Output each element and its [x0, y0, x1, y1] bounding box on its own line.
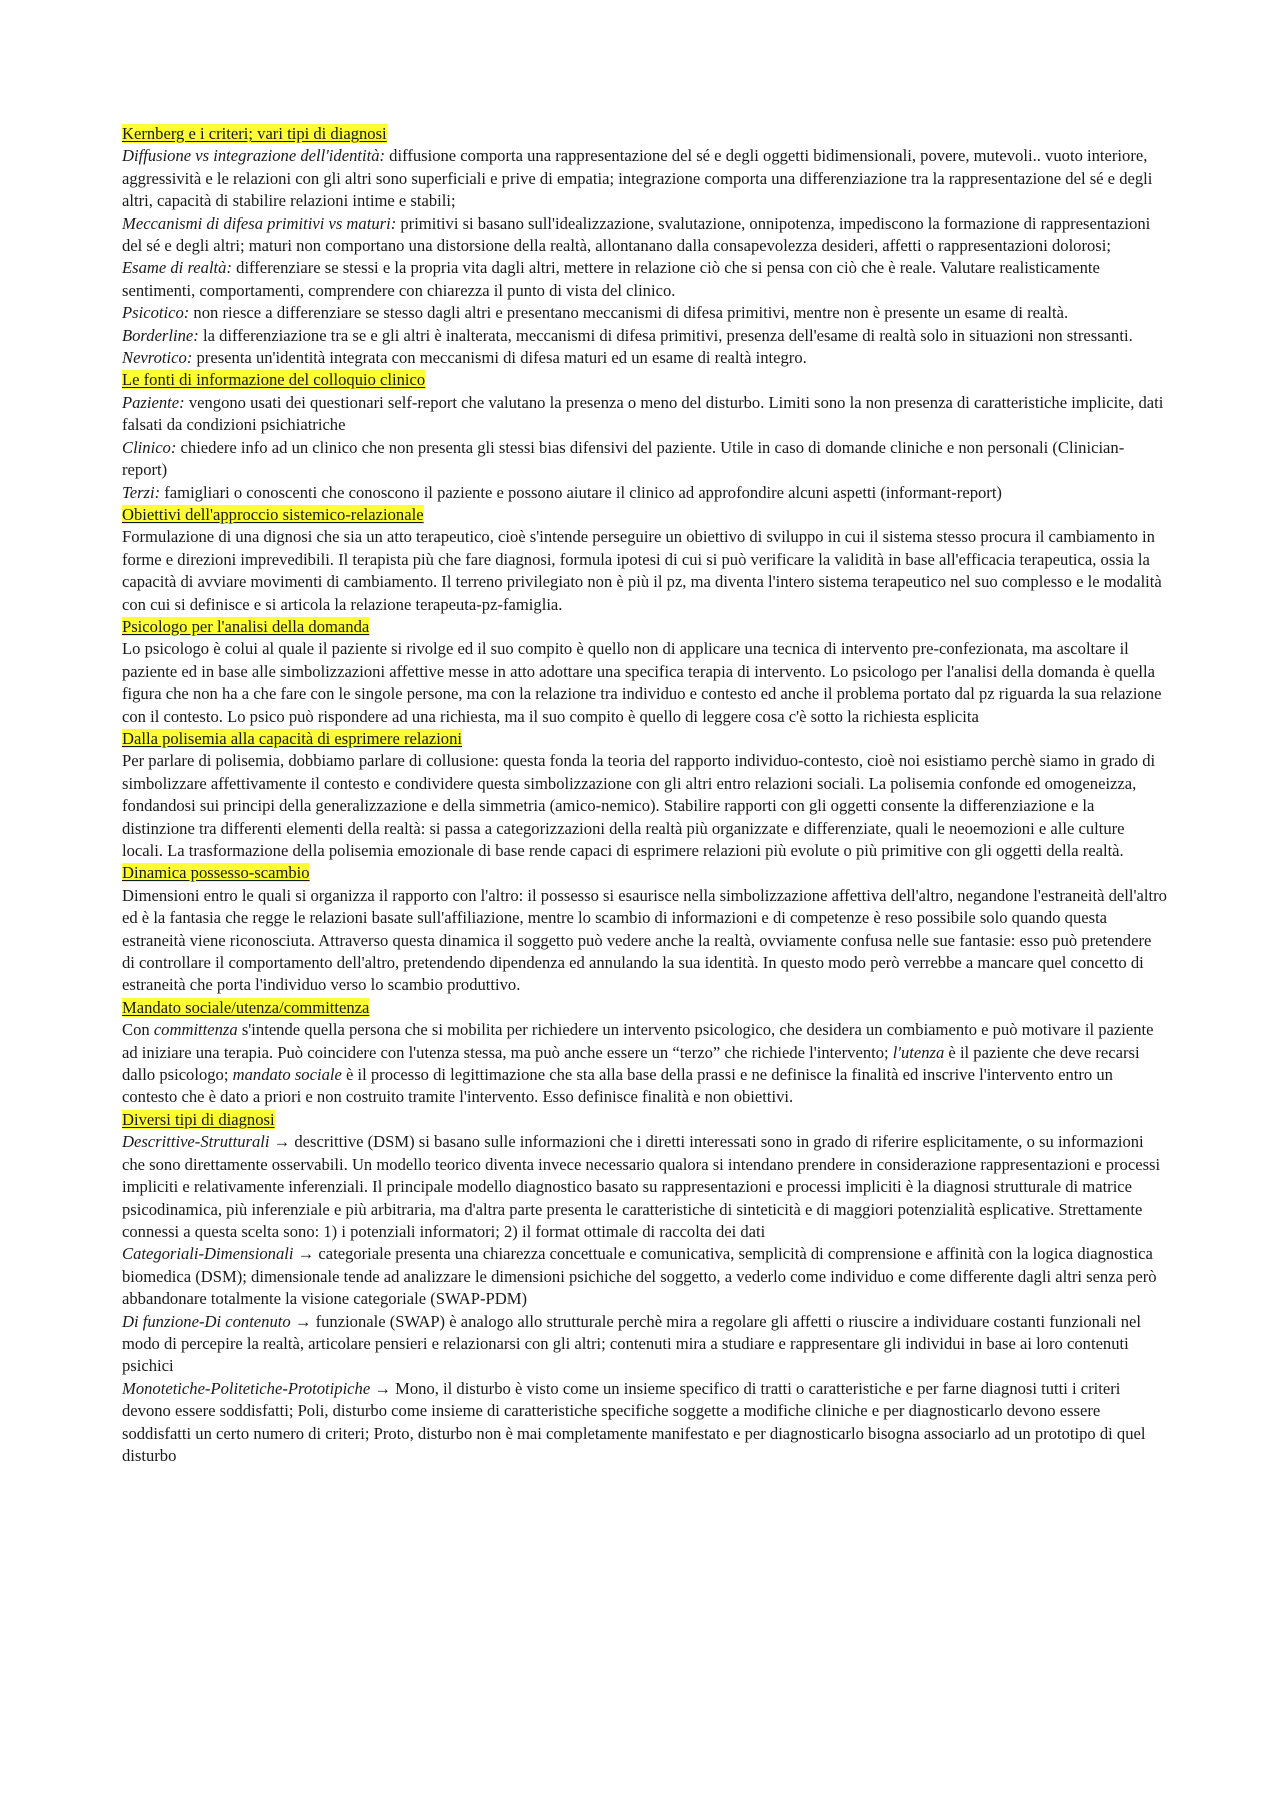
paragraph: [122, 1378, 1167, 1468]
paragraph-text: s'intende quella persona che si mobilita per richiedere un intervento psicologico, che desidera un combiamento e può motivare il paziente ad iniziare una terapia. Può coincidere con l'utenza stessa, ma può anche essere un “terzo” che richiede l'intervento;: [122, 1020, 1154, 1062]
paragraph-text: differenziare se stessi e la propria vita dagli altri, mettere in relazione ciò che si pensa con ciò che è reale. Valutare realisticamente sentimenti, comportamenti, comprendere con chiarezza il punto di vista del clinico.: [122, 258, 1100, 300]
section-title: Le fonti di informazione del colloquio clinico: [122, 370, 426, 390]
term-label: Borderline:: [122, 325, 199, 345]
term-label: committenza: [153, 1020, 238, 1040]
term-label: Psicotico:: [122, 303, 190, 323]
section-title: Kernberg e i criteri; vari tipi di diagnosi: [122, 124, 387, 143]
term-label: Di funzione-Di contenuto: [122, 1311, 291, 1331]
term-label: Terzi:: [122, 482, 161, 502]
paragraph: [122, 325, 1167, 347]
section-fonti-informazione: [122, 369, 1167, 503]
paragraph-text: → categoriale presenta una chiarezza concettuale e comunicativa, semplicità di comprensione e affinità con la logica diagnostica biomedica (DSM); dimensionale tende ad analizzare le dimensioni psichiche del soggetto, a vederlo come individuo e come differente dagli altri senza però abbandonare totalmente la visione categoriale (SWAP-PDM): [122, 1244, 1157, 1309]
section-title: Diversi tipi di diagnosi: [122, 1109, 275, 1129]
paragraph-text: → descrittive (DSM) si basano sulle informazioni che i diretti interessati sono in grado di riferire esplicitamente, o su informazioni che sono direttamente osservabili. Un modello teorico diventa invece necessario qualora si intendano prendere in considerazione rappresentazioni e processi impliciti e relativamente inferenziali. Il principale modello diagnostico basato su rappresentazioni e processi impliciti è la diagnosi strutturale di matrice psicodinamica, più inferenziale e più arbitraria, ma d'altra parte presenta le caratteristiche di sinteticità e di maggiori potenzialità esplicative. Strettamente connessi a questa scelta sono: 1) i potenziali informatori; 2) il format ottimale di raccolta dei dati: [122, 1132, 1161, 1241]
paragraph: [122, 1311, 1167, 1378]
section-mandato-sociale: [122, 997, 1167, 1109]
section-title: Obiettivi dell'approccio sistemico-relazionale: [122, 504, 424, 524]
paragraph-text: non riesce a differenziare se stesso dagli altri e presentano meccanismi di difesa primitivi, mentre non è presente un esame di realtà.: [189, 303, 1069, 323]
paragraph: [122, 302, 1167, 324]
section-title: Mandato sociale/utenza/committenza: [122, 997, 370, 1017]
paragraph-text: è il paziente che deve recarsi dallo psicologo;: [122, 1042, 1140, 1085]
paragraph-text: vengono usati dei questionari self-report che valutano la presenza o meno del disturbo. Limiti sono la non presenza di caratteristiche implicite, dati falsati da condizioni psichiatriche: [122, 392, 1164, 435]
paragraph: [122, 526, 1167, 616]
term-label: Diffusione vs integrazione dell'identità:: [122, 146, 386, 166]
section-polisemia: [122, 728, 1167, 862]
section-kernberg: [122, 123, 1167, 369]
paragraph: [122, 145, 1167, 212]
paragraph: [122, 885, 1167, 997]
paragraph: [122, 750, 1167, 862]
paragraph-text: è il processo di legittimazione che sta alla base della prassi e ne definisce la finalità ed inscrive l'intervento entro un contesto che è dato a priori e non costruito tramite l'intervento. Esso definisce finalità e non obiettivi.: [122, 1065, 1113, 1107]
term-label: Monotetiche-Politetiche-Prototipiche: [122, 1378, 371, 1398]
section-title: Dinamica possesso-scambio: [122, 863, 310, 883]
term-label: Descrittive-Strutturali: [122, 1132, 270, 1152]
paragraph-text: Con: [122, 1020, 154, 1040]
paragraph-text: Per parlare di polisemia, dobbiamo parlare di collusione: questa fonda la teoria del rapporto individuo-contesto, cioè noi esistiamo perchè siamo in grado di simbolizzare affettivamente il contesto e condividere questa simbolizzazione con gli altri entro relazioni sociali. La polisemia confonde ed omogeneizza, fondandosi sui principi della generalizzazione e della simmetria (amico-nemico). Stabilire rapporti con gli oggetti consente la differenziazione e la distinzione tra differenti elementi della realtà: si passa a categorizzazioni della realtà più organizzate e differenziate, quali le neoemozioni e alle culture locali. La trasformazione della polisemia emozionale di base rende capaci di esprimere relazioni più evolute o più primitive con gli oggetti della realtà.: [122, 751, 1156, 860]
paragraph-text: Lo psicologo è colui al quale il paziente si rivolge ed il suo compito è quello non di applicare una tecnica di intervento pre-confezionata, ma ascoltare il paziente ed in base alle simbolizzazioni affettive messe in atto adottare una specifica terapia di intervento. Lo psicologo per l'analisi della domanda è quella figura che non ha a che fare con le singole persone, ma con la relazione tra individuo e contesto ed anche il problema portato dal pz riguarda la sua relazione con il contesto. Lo psico può rispondere ad una richiesta, ma il suo compito è quello di leggere cosa c'è sotto la richiesta esplicita: [122, 639, 1162, 726]
paragraph: [122, 1131, 1167, 1243]
term-label: Esame di realtà:: [122, 258, 232, 278]
term-label: Nevrotico:: [122, 348, 193, 368]
paragraph-text: → Mono, il disturbo è visto come un insieme specifico di tratti o caratteristiche e per farne diagnosi tutti i criteri devono essere soddisfatti; Poli, disturbo come insieme di caratteristiche specifiche soggette a modifiche cliniche e per diagnosticarlo devono essere soddisfatti un certo numero di criteri; Proto, disturbo non è mai completamente manifestato e per diagnosticarlo bisogna associarlo ad un prototipo di quel disturbo: [122, 1378, 1146, 1465]
section-analisi-domanda: [122, 616, 1167, 728]
section-title: Psicologo per l'analisi della domanda: [122, 616, 370, 636]
paragraph: [122, 392, 1167, 437]
paragraph: [122, 638, 1167, 728]
term-label: Paziente:: [122, 392, 185, 412]
section-sistemico-relazionale: [122, 504, 1167, 616]
term-label: mandato sociale: [232, 1065, 342, 1085]
paragraph-text: Formulazione di una dignosi che sia un atto terapeutico, cioè s'intende perseguire un obiettivo di sviluppo in cui il sistema stesso procura il cambiamento in forme e direzioni imprevedibili. Il terapista più che fare diagnosi, formula ipotesi di cui si può verificare la validità in base all'efficacia terapeutica, ossia la capacità di avviare movimenti di cambiamento. Il terreno privilegiato non è più il pz, ma diventa l'intero sistema terapeutico nel suo complesso e le modalità con cui si definisce e si articola la relazione terapeuta-pz-famiglia.: [122, 527, 1162, 614]
paragraph: [122, 437, 1167, 482]
paragraph: [122, 347, 1167, 369]
paragraph-text: chiedere info ad un clinico che non presenta gli stessi bias difensivi del paziente. Utile in caso di domande cliniche e non personali (Clinician-report): [122, 437, 1125, 480]
paragraph: [122, 482, 1167, 504]
paragraph-text: → funzionale (SWAP) è analogo allo strutturale perchè mira a regolare gli affetti o riuscire a individuare costanti funzionali nel modo di percepire la realtà, articolare pensieri e relazionarsi con gli altri; contenuti mira a studiare e rappresentare gli individui in base ai loro contenuti psichici: [122, 1311, 1141, 1376]
paragraph-text: presenta un'identità integrata con meccanismi di difesa maturi ed un esame di realtà integro.: [192, 348, 807, 368]
paragraph-text: Dimensioni entro le quali si organizza il rapporto con l'altro: il possesso si esaurisce nella simbolizzazione affettiva dell'altro, negandone l'estraneità dell'altro ed è la fantasia che regge le relazioni basate sull'affiliazione, mentre lo scambio di informazioni e di competenze è reso possibile solo quando questa estraneità viene riconosciuta. Attraverso questa dinamica il soggetto può vedere anche la realtà, ovviamente confusa nelle sue fantasie: esso può pretendere di controllare il comportamento dell'altro, pretendendo dipendenza ed annulando la sua identità. In questo modo però verrebbe a mancare quel concetto di estraneità che porta l'individuo verso lo scambio produttivo.: [122, 885, 1167, 995]
paragraph: [122, 213, 1167, 258]
paragraph-text: diffusione comporta una rappresentazione del sé e degli oggetti bidimensionali, povere, mutevoli.. vuoto interiore, aggressività e le relazioni con gli altri sono superficiali e prive di empatia; integrazione comporta una differenziazione tra la rappresentazione del sé e degli altri, capacità di stabilire relazioni intime e stabili;: [122, 146, 1153, 211]
paragraph: [122, 1243, 1167, 1310]
paragraph-text: primitivi si basano sull'idealizzazione, svalutazione, onnipotenza, impediscono la formazione di rappresentazioni del sé e degli altri; maturi non comportano una distorsione della realtà, allontanano dalla consapevolezza desideri, affetti o rappresentazioni dolorosi;: [122, 213, 1151, 256]
paragraph-text: famigliari o conoscenti che conoscono il paziente e possono aiutare il clinico ad approfondire alcuni aspetti (informant-report): [160, 482, 1002, 502]
section-title: Dalla polisemia alla capacità di esprimere relazioni: [122, 728, 463, 748]
document-page: [122, 123, 1167, 1467]
paragraph: [122, 1019, 1167, 1109]
term-label: Clinico:: [122, 437, 177, 457]
section-possesso-scambio: [122, 862, 1167, 996]
paragraph: [122, 257, 1167, 302]
section-tipi-diagnosi: [122, 1109, 1167, 1468]
term-label: Meccanismi di difesa primitivi vs maturi:: [122, 213, 397, 233]
paragraph-text: la differenziazione tra se e gli altri è inalterata, meccanismi di difesa primitivi, presenza dell'esame di realtà solo in situazioni non stressanti.: [198, 325, 1133, 345]
term-label: l'utenza: [892, 1042, 945, 1062]
term-label: Categoriali-Dimensionali: [122, 1244, 294, 1264]
